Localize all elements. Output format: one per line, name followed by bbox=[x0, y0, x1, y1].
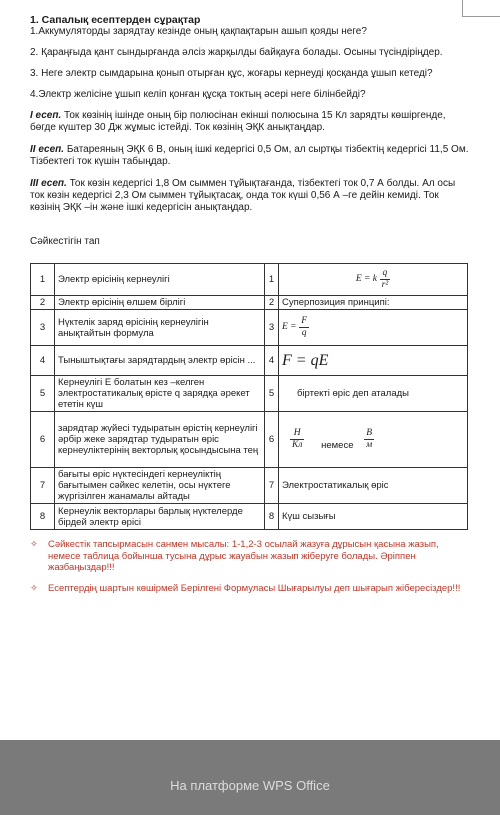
right-cell: Суперпозиция принципі: bbox=[279, 296, 468, 310]
row-number: 6 bbox=[31, 412, 55, 468]
or-word: немесе bbox=[321, 440, 354, 451]
row-number: 6 bbox=[265, 412, 279, 468]
row-number: 8 bbox=[31, 504, 55, 530]
instruction-note bbox=[30, 583, 470, 595]
right-cell: Электростатикалық өріс bbox=[279, 468, 468, 504]
fraction-denominator: Кл bbox=[292, 440, 303, 450]
row-number: 1 bbox=[31, 264, 55, 296]
row-number: 7 bbox=[31, 468, 55, 504]
problem-text: Батареяның ЭҚК 6 В, оның ішкі кедергісі 0,5 Ом, ал сыртқы тізбектің кедергісі 11,5 Ом. Тізбектегі ток күшін табыңдар. bbox=[30, 144, 469, 167]
row-number: 4 bbox=[31, 346, 55, 376]
formula-lhs: E = bbox=[282, 322, 297, 332]
left-cell: Электр өрісінің кернеулігі bbox=[55, 264, 265, 296]
problem-1 bbox=[30, 110, 470, 134]
left-cell: Кернеулік векторлары барлық нүктелерде бірдей электр өрісі bbox=[55, 504, 265, 530]
sparkle-icon: ✧ bbox=[30, 539, 38, 550]
row-number: 8 bbox=[265, 504, 279, 530]
instruction-text: Есептердің шартын көшірмей Берілгені Формуласы Шығарылуы деп шығарып жібересіздер!!! bbox=[48, 582, 461, 594]
left-cell: Электр өрісінің өлшем бірлігі bbox=[55, 296, 265, 310]
row-number: 2 bbox=[31, 296, 55, 310]
row-number: 1 bbox=[265, 264, 279, 296]
row-number: 3 bbox=[265, 310, 279, 346]
formula-cell bbox=[279, 264, 468, 296]
fraction-numerator: В bbox=[364, 428, 374, 440]
sparkle-icon: ✧ bbox=[30, 582, 38, 594]
formula-fraction bbox=[299, 316, 309, 339]
table-row bbox=[31, 346, 468, 376]
row-number: 5 bbox=[31, 376, 55, 412]
table-row bbox=[31, 468, 468, 504]
formula-fraction bbox=[364, 428, 374, 451]
row-number: 5 bbox=[265, 376, 279, 412]
table-row bbox=[31, 504, 468, 530]
match-title: Сәйкестігін тап bbox=[30, 236, 100, 247]
problem-label: I есеп. bbox=[30, 110, 62, 121]
wps-platform-footer[interactable]: На платформе WPS Office bbox=[170, 778, 330, 793]
fraction-numerator: Н bbox=[290, 428, 304, 440]
problem-label: II есеп. bbox=[30, 144, 65, 155]
problem-text: Ток көзінің ішінде оның бір полюсінан екінші полюсына 15 Кл зарядты көшіргенде, бөгде күштер 30 Дж жұмыс істейді. Ток көзінің ЭҚК анықтаңдар. bbox=[30, 110, 446, 133]
formula-cell bbox=[279, 310, 468, 346]
formula-cell: F = qE bbox=[279, 346, 468, 376]
instruction-text: Сәйкестік тапсырмасын санмен мысалы: 1-1,2-3 осылай жазуға дұрысын қасына жазып, немесе таблица бойынша тусына дұрыс жауабын жазып жіберуге болады. Әріппен жазбаңыздар!!! bbox=[48, 539, 439, 573]
table-row bbox=[31, 296, 468, 310]
fraction-denominator: q bbox=[301, 328, 307, 338]
problem-label: III есеп. bbox=[30, 178, 67, 189]
formula-fraction bbox=[290, 428, 304, 451]
problem-text: Ток көзін кедергісі 1,8 Ом сыммен тұйықтағанда, тізбектегі ток 0,7 А болды. Ал осы ток көзін кедергісі 2,3 Ом сыммен тұйықтасақ, онда ток күші 0,56 А –ге дейін кемиді. Ток көзінің ЭҚК –ін және ішкі кедергісін анықтаңдар. bbox=[30, 178, 456, 213]
row-number: 3 bbox=[31, 310, 55, 346]
fraction-denominator: м bbox=[366, 440, 373, 450]
table-row bbox=[31, 264, 468, 296]
right-cell: Күш сызығы bbox=[279, 504, 468, 530]
document-content bbox=[30, 14, 470, 603]
row-number: 4 bbox=[265, 346, 279, 376]
question-3: 3. Неге электр сымдарына қонып отырған құс, жоғары кернеуді қосқанда ұшып кетеді? bbox=[30, 68, 433, 79]
section-heading: 1. Сапалық есептерден сұрақтар bbox=[30, 14, 201, 26]
formula-cell bbox=[279, 412, 468, 468]
table-row bbox=[31, 310, 468, 346]
fraction-numerator: F bbox=[301, 316, 308, 326]
formula-fraction bbox=[380, 268, 391, 291]
fraction-denominator: r² bbox=[381, 280, 389, 290]
table-row bbox=[31, 412, 468, 468]
question-2: 2. Қараңғыда қант сындырғанда әлсіз жарқылды байқауға болады. Осыны түсіндіріңдер. bbox=[30, 47, 443, 58]
instruction-note bbox=[30, 539, 470, 574]
right-cell: біртекті өріс деп аталады bbox=[279, 376, 468, 412]
left-cell: Тыныштықтағы зарядтардың электр өрісін ... bbox=[55, 346, 265, 376]
left-cell: Кернеулігі Е болатын кез –келген электростатикалық өрісте q зарядқа әрекет ететін күш bbox=[55, 376, 265, 412]
table-row bbox=[31, 376, 468, 412]
instructions bbox=[30, 539, 470, 594]
formula-lhs: E = k bbox=[355, 274, 377, 284]
question-4: 4.Электр желісіне ұшып келіп қонған құсқа токтың әсері неге білінбейді? bbox=[30, 89, 366, 100]
row-number: 7 bbox=[265, 468, 279, 504]
problem-2 bbox=[30, 144, 470, 168]
problem-3 bbox=[30, 178, 470, 214]
row-number: 2 bbox=[265, 296, 279, 310]
left-cell: бағыты өріс нүктесіндегі кернеуліктің бағытымен сәйкес келетін, осы нүктеге жүргізілген жанамалы айтады bbox=[55, 468, 265, 504]
question-1: 1.Аккумуляторды зарядтау кезінде оның қақпақтарын ашып қояды неге? bbox=[30, 26, 367, 37]
fraction-numerator: q bbox=[380, 268, 391, 280]
left-cell: Нүктелік заряд өрісінің кернеулігін анықтайтын формула bbox=[55, 310, 265, 346]
left-cell: зарядтар жүйесі тудыратын өрістің кернеулігі әрбір жеке зарядтар тудыратын өріс кернеуліктерінің векторлық қосындысына тең bbox=[55, 412, 265, 468]
matching-table bbox=[30, 263, 468, 530]
